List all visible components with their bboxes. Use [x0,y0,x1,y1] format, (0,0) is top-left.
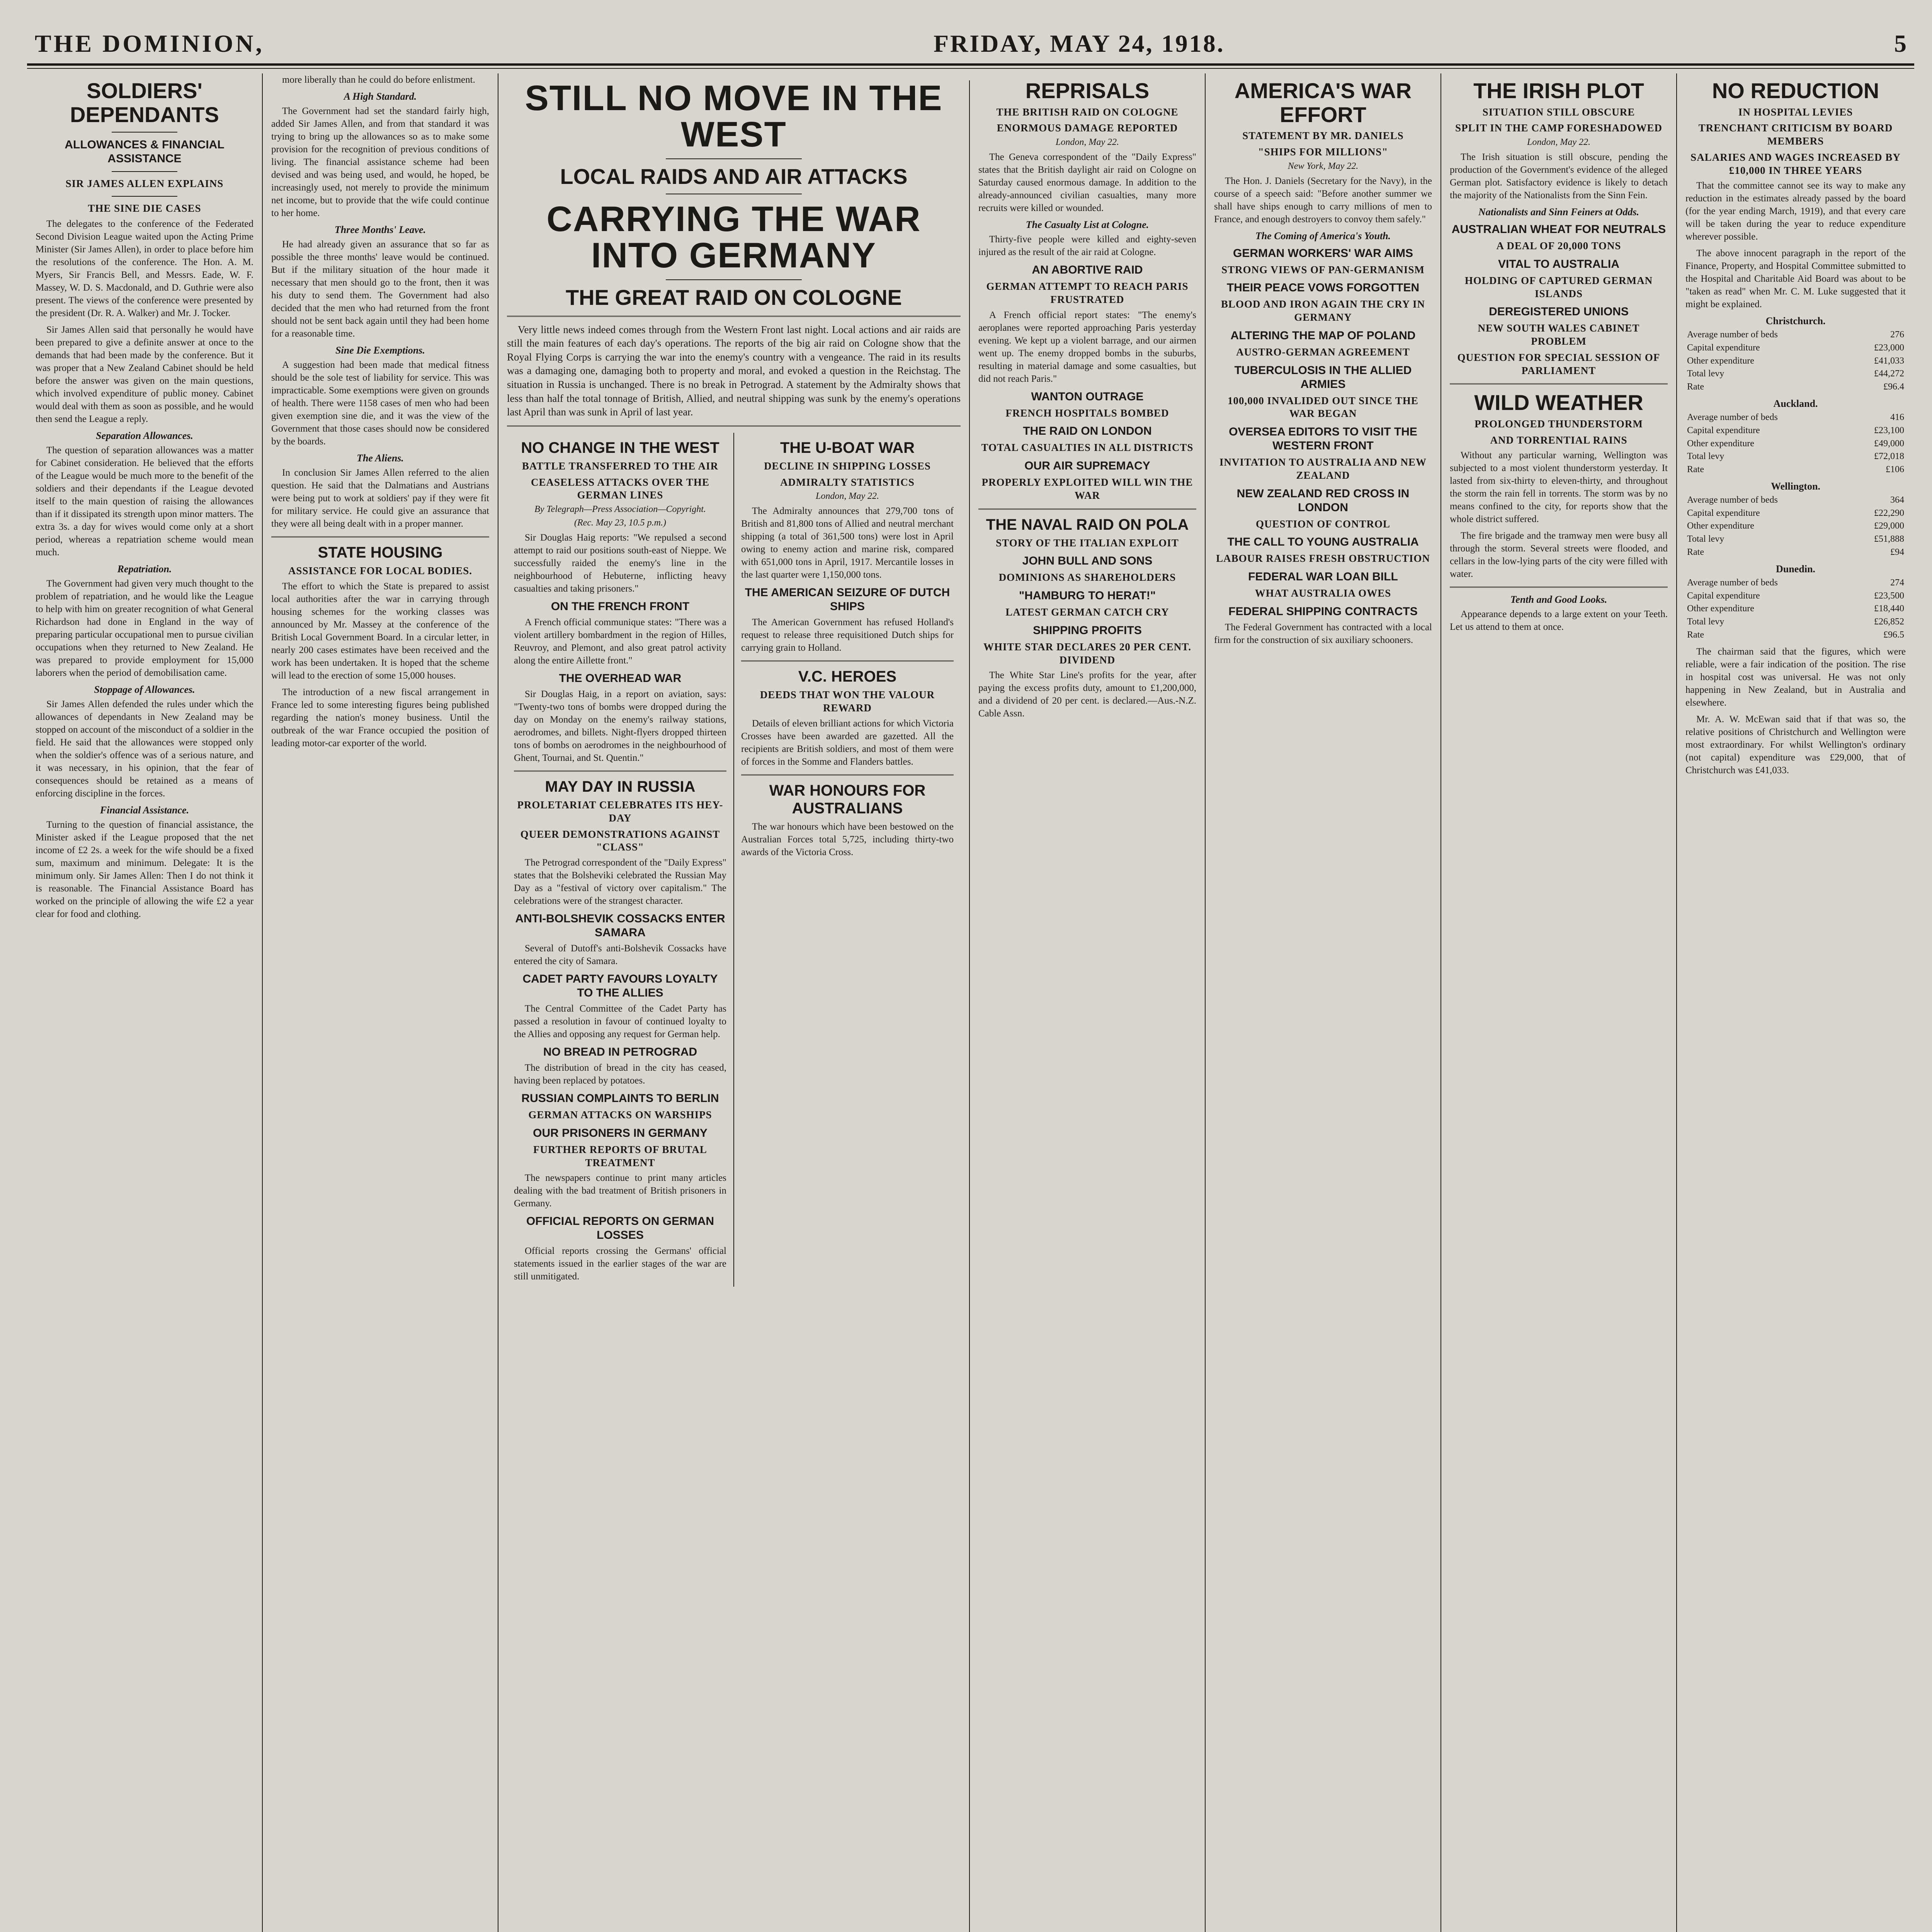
crosshead: The Aliens. [357,452,404,464]
article-paragraph: The question of separation allowances was a matter for Cabinet consideration. He believed that the efforts of the League would be much more to the benefit of the soldiers and their dependants if the League devoted itself to the main question of raising the allowances than if it dissipated its strength upon minor matters. The extra 3s. a day for wives would come only at a short period, whereas a repatriation scheme would mean much. [36,445,253,558]
column-continuation [263,73,498,1932]
headline-wanton-outrage: WANTON OUTRAGE [1031,390,1144,403]
table-row: Total levy £26,852 [1687,617,1904,627]
headline-no-reduction: NO REDUCTION [1712,78,1879,103]
table-row: Total levy £72,018 [1687,451,1904,462]
article-paragraph: Official reports crossing the Germans' official statements issued in the earlier stages of the war are still unmitigated. [514,1246,726,1282]
table-row: Capital expenditure £23,500 [1687,590,1904,601]
headline-naval-raid-pola: THE NAVAL RAID ON POLA [986,516,1189,533]
article-paragraph: The effort to which the State is prepared to assist local authorities after the war in carrying through housing schemes for the working classes was announced by Mr. Massey at the conference of the British Local Government Board. In a circular letter, in nearly 200 cases estimates have been received and the work has been undertaken. It is hoped that the scheme will lead to the erection of some 15,000 houses. [271,581,489,681]
headline-america-war-effort: AMERICA'S WAR EFFORT [1234,78,1412,127]
headline-local-raids: LOCAL RAIDS AND AIR ATTACKS [560,164,908,189]
headline-hamburg-herat: "HAMBURG TO HERAT!" [1019,589,1156,602]
subhead-labour-obstruction: LABOUR RAISES FRESH OBSTRUCTION [1216,553,1430,565]
article-paragraph: He had already given an assurance that so far as possible the three months' leave would be continued. But if the military situation of the hour made it necessary that men should go to the front, then it was his duty to send them. The Government had also decided that the men who had returned from the front should not be sent back again until they had been home for a reasonable time. [271,239,489,339]
table-row: Average number of beds 364 [1687,495,1904,505]
subhead-enormous-damage: ENORMOUS DAMAGE REPORTED [997,122,1178,134]
war-summary-intro: Very little news indeed comes through from the Western Front last night. Local actions and air raids are still the main features of each day's operations. The reports of the big air raid on Cologne show that the Royal Flying Corps is carrying the war into the enemy's country with a vengeance. The raid in its results was a damaging one, damaging both to property and moral, and evoked a question in the Reichstag. The situation in Russia is unchanged. There is no break in Petrograd. A statement by the Admiralty shows that less than half the total tonnage of British, Allied, and neutral shipping was sunk by the enemy's operations last April than was sunk in April of last year. [507,323,961,418]
table-row: Rate £106 [1687,464,1904,474]
article-paragraph: The Hon. J. Daniels (Secretary for the Navy), in the course of a speech said: "Before another summer we shall have ships enough to carry millions of men to France, and enough destroyers to convoy them safely." [1214,175,1432,224]
subhead-british-raid: THE BRITISH RAID ON COLOGNE [996,106,1179,118]
article-paragraph: A French official communique states: "There was a violent artillery bombardment in the region of Hilles, Reuvroy, and Plemont, and also great patrol activity along the entire Aillette front." [514,617,726,666]
column-irish-plot [1441,73,1677,1932]
page-number: 5 [1894,30,1906,57]
subhead-battle-air: BATTLE TRANSFERRED TO THE AIR [522,460,719,472]
advertisement-heading: Tenth and Good Looks. [1510,594,1607,605]
subhead-total-casualties: TOTAL CASUALTIES IN ALL DISTRICTS [981,442,1194,454]
masthead [27,23,1914,66]
headline-still-no-move: STILL NO MOVE IN THE WEST [525,78,943,154]
headline-our-prisoners: OUR PRISONERS IN GERMANY [533,1126,707,1139]
column-u-boat-war [734,433,961,1287]
subhead-nsw-cabinet: NEW SOUTH WALES CABINET PROBLEM [1478,322,1640,347]
subhead-thunderstorm: PROLONGED THUNDERSTORM [1475,418,1643,430]
headline-peace-vows: THEIR PEACE VOWS FORGOTTEN [1226,281,1420,294]
headline-map-poland: ALTERING THE MAP OF POLAND [1230,329,1416,342]
dateline: New York, May 22. [1287,161,1359,171]
subhead-allen-explains: SIR JAMES ALLEN EXPLAINS [65,178,224,190]
headline-no-change: NO CHANGE IN THE WEST [521,439,719,456]
subhead-warship-attacks: GERMAN ATTACKS ON WARSHIPS [528,1109,712,1121]
article-paragraph: The American Government has refused Holland's request to release three requisitioned Dutch ships for carrying grain to Holland. [741,617,954,653]
byline: By Telegraph—Press Association—Copyright. [534,504,706,515]
column-reprisals [970,73,1206,1932]
article-paragraph: A suggestion had been made that medical fitness should be the sole test of liability for service. This was impracticable. Some exemptions were given on grounds of health. There were 1158 cases of men who had been given exemption sine die, and it was the view of the Government that those cases should now be considered by the boards. [271,360,489,447]
crosshead: The Coming of America's Youth. [1255,230,1391,242]
article-paragraph: The Geneva correspondent of the "Daily Express" states that the British daylight air raid on Cologne on Saturday caused enormous damage. In addition to the already-announced civilian casualties, many more recruits were killed or wounded. [978,152,1196,214]
subhead-special-session: QUESTION FOR SPECIAL SESSION OF PARLIAMENT [1457,351,1660,376]
dateline: (Rec. May 23, 10.5 p.m.) [574,518,666,528]
subhead-dominions-shareholders: DOMINIONS AS SHAREHOLDERS [998,571,1176,583]
article-paragraph: Sir Douglas Haig reports: "We repulsed a second attempt to raid our positions south-east of Nieppe. We successfully raided the enemy's line in the neighbourhood of Hebuterne, inflicting heavy casualties and taking prisoners." [514,532,726,594]
hospital-table-wellington [1685,481,1906,559]
table-row: Other expenditure £49,000 [1687,438,1904,449]
article-paragraph: The Admiralty announces that 279,700 tons of British and 81,800 tons of Allied and neutral merchant shipping (a total of 361,500 tons) were lost in April owing to enemy action and marine risk, compared with 651,000 tons in April, 1917. Mercantile losses in the last quarter were 1,150,000 tons. [741,506,954,580]
headline-australian-wheat: AUSTRALIAN WHEAT FOR NEUTRALS [1451,223,1666,236]
headline-shipping-contracts: FEDERAL SHIPPING CONTRACTS [1228,605,1418,618]
subhead-hospital-levies: IN HOSPITAL LEVIES [1738,106,1853,118]
column-soldiers-dependants [27,73,263,1932]
subhead-torrential-rains: AND TORRENTIAL RAINS [1490,434,1628,446]
subhead-catch-cry: LATEST GERMAN CATCH CRY [1005,606,1169,618]
table-row: Capital expenditure £23,000 [1687,342,1904,353]
article-paragraph: The introduction of a new fiscal arrangement in France led to some interesting figures being published regarding the nation's money business. Until the outbreak of the war France occupied the position of leading motor-car exporter of the world. [271,687,489,748]
table-row: Other expenditure £18,440 [1687,604,1904,614]
table-title: Dunedin. [1776,563,1815,575]
subhead-mr-daniels: STATEMENT BY MR. DANIELS [1242,130,1404,142]
article-paragraph: The White Star Line's profits for the year, after paying the excess profits duty, amount to £1,200,000, and a dividend of 20 per cent. is declared.—Aus.-N.Z. Cable Assn. [978,670,1196,719]
headline-war-honours: WAR HONOURS FOR AUSTRALIANS [769,782,926,817]
article-paragraph: The Petrograd correspondent of the "Daily Express" states that the Bolsheviki celebrated the Russian May Day as a "festival of victory over capitalism." The celebrations were of the strangest character. [514,857,726,906]
war-news-block [498,73,970,1932]
hospital-table-christchurch [1685,315,1906,393]
subhead-ceaseless-attacks: CEASELESS ATTACKS OVER THE GERMAN LINES [531,476,709,501]
hospital-table-dunedin [1685,563,1906,641]
column-america-war-effort [1206,73,1441,1932]
column-no-change-west [507,433,734,1287]
subhead-allowances: ALLOWANCES & FINANCIAL ASSISTANCE [65,138,224,165]
headline-abortive-raid: AN ABORTIVE RAID [1032,264,1143,277]
subhead-blood-iron: BLOOD AND IRON AGAIN THE CRY IN GERMANY [1221,298,1425,323]
article-paragraph: Several of Dutoff's anti-Bolshevik Cossacks have entered the city of Samara. [514,943,726,967]
advertisement-text: Appearance depends to a large extent on your Teeth. Let us attend to them at once. [1450,609,1668,633]
subhead-shipping-losses: DECLINE IN SHIPPING LOSSES [764,460,931,472]
article-paragraph: Without any particular warning, Wellington was subjected to a most violent thunderstorm yesterday. It lasted from six-thirty to eleven-thirty, and throughout the storm the rain fell in torrents. The storm was by no means confined to the city, for reports show that the whole district suffered. [1450,450,1668,525]
table-row: Rate £96.5 [1687,629,1904,640]
crosshead: The Casualty List at Cologne. [1026,219,1149,231]
article-paragraph: Turning to the question of financial assistance, the Minister asked if the League proposed that the net income of £2 2s. a week for the wife should be a fixed sum, maximum and minimum. Delegate: It is the minimum only. Sir James Allen: Then I do not think it is reasonable. The Financial Assistance Board has worked on the principle of allowing the wife £2 a year clear for food and clothing. [36,819,253,919]
subhead-invalided: 100,000 INVALIDED OUT SINCE THE WAR BEGAN [1228,395,1418,420]
headline-great-raid-cologne: THE GREAT RAID ON COLOGNE [565,285,902,310]
dateline: London, May 22. [1056,137,1119,148]
headline-raid-london: THE RAID ON LONDON [1023,425,1152,438]
table-row: Total levy £51,888 [1687,534,1904,544]
table-title: Wellington. [1771,481,1820,492]
hospital-table-auckland [1685,398,1906,476]
headline-french-front: ON THE FRENCH FRONT [551,600,690,613]
subhead-invitation: INVITATION TO AUSTRALIA AND NEW ZEALAND [1219,456,1427,481]
crosshead: Financial Assistance. [100,804,189,816]
table-row: Average number of beds 274 [1687,578,1904,588]
headline-reprisals: REPRISALS [1025,78,1150,103]
article-paragraph: That the committee cannot see its way to make any reduction in the estimates already passed by the board (for the year ending March, 1919), and that every care will be taken during the year to reduce expenditure wherever possible. [1685,180,1906,242]
crosshead: Sine Die Exemptions. [335,345,425,356]
subhead-valour-reward: DEEDS THAT WON THE VALOUR REWARD [760,689,935,714]
headline-war-loan-bill: FEDERAL WAR LOAN BILL [1248,570,1398,583]
headline-dutch-ships: THE AMERICAN SEIZURE OF DUTCH SHIPS [745,586,950,613]
headline-u-boat-war: THE U-BOAT WAR [780,439,915,456]
table-row: Capital expenditure £22,290 [1687,508,1904,518]
headline-red-cross: NEW ZEALAND RED CROSS IN LONDON [1236,487,1410,514]
headline-no-bread: NO BREAD IN PETROGRAD [543,1046,697,1059]
article-paragraph: The fire brigade and the tramway men were busy all through the storm. Several streets were flooded, and cellars in the low-lying parts of the city were filled with water. [1450,531,1668,580]
crosshead: A High Standard. [344,91,417,102]
article-paragraph: In conclusion Sir James Allen referred to the alien question. He said that the Dalmatians and Austrians were being put to work at soldiers' pay if they were fit for military service. He could give an assurance that they were all being dealt with in a proper manner. [271,468,489,529]
article-paragraph: The Central Committee of the Cadet Party has passed a resolution in favour of continued loyalty to the Allies and opposing any request for German help. [514,1003,726,1040]
article-paragraph: The delegates to the conference of the Federated Second Division League waited upon the Acting Prime Minister (Sir James Allen), in order to place before him the resolutions of the conference. The Hon. A. M. Myers, Sir Francis Bell, and Messrs. Eade, W. F. Massey, W. D. S. Macdonald, and D. Guthrie were also present. The views of the conference were presented by the president (Dr. R. A. Walker) and Mr. J. Tocker. [36,218,253,318]
article-paragraph: The newspapers continue to print many articles dealing with the bad treatment of British prisoners in Germany. [514,1173,726,1209]
crosshead: Nationalists and Sinn Feiners at Odds. [1478,206,1639,218]
headline-irish-plot: THE IRISH PLOT [1473,78,1644,103]
headline-cadet-party: CADET PARTY FAVOURS LOYALTY TO THE ALLIES [522,973,718,1000]
dateline: London, May 22. [1527,137,1590,148]
subhead-wheat-deal: A DEAL OF 20,000 TONS [1496,240,1621,252]
newspaper-name: THE DOMINION, [35,30,264,57]
article-paragraph: more liberally than he could do before enlistment. [282,75,475,85]
headline-may-day-russia: MAY DAY IN RUSSIA [545,778,696,796]
table-row: Rate £94 [1687,547,1904,557]
article-paragraph: Mr. A. W. McEwan said that if that was so, the relative positions of Christchurch and Wellington were most extraordinary. For whilst Wellington's ordinary (not capital) expenditure was £29,000, that of Christchurch was £41,033. [1685,714,1906,776]
table-row: Rate £96.4 [1687,381,1904,392]
headline-air-supremacy: OUR AIR SUPREMACY [1024,459,1150,473]
headline-cossacks-samara: ANTI-BOLSHEVIK COSSACKS ENTER SAMARA [515,912,725,939]
headline-russian-complaints: RUSSIAN COMPLAINTS TO BERLIN [521,1092,719,1105]
subhead-queer-demonstrations: QUEER DEMONSTRATIONS AGAINST "CLASS" [520,828,720,853]
subhead-obscure: SITUATION STILL OBSCURE [1482,106,1635,118]
headline-soldiers-dependants: SOLDIERS' DEPENDANTS [70,78,219,127]
crosshead: Repatriation. [117,563,172,575]
headline-john-bull: JOHN BULL AND SONS [1022,554,1153,568]
headline-vital-australia: VITAL TO AUSTRALIA [1498,257,1619,270]
subhead-german-islands: HOLDING OF CAPTURED GERMAN ISLANDS [1464,274,1653,299]
headline-carrying-war: CARRYING THE WAR INTO GERMANY [546,199,921,276]
headline-state-housing: STATE HOUSING [318,544,443,561]
table-row: Average number of beds 276 [1687,330,1904,340]
subhead-control: QUESTION OF CONTROL [1255,518,1391,530]
article-paragraph: A French official report states: "The enemy's aeroplanes were reported approaching Paris yesterday evening. We kept up a violent barrage, and our airmen went up. The enemy dropped bombs in the suburbs, resulting in material damage and some casualties, but did not reach Paris." [978,310,1196,384]
masthead-rule [27,68,1914,69]
article-paragraph: Sir James Allen said that personally he would have been prepared to give a definite answer at once to the demands that had been made by the conference. But it was proper that a New Zealand Cabinet should be held before the answer was given on the main questions, which involved expenditure of public money. Cabinet would deal with them as soon as possible, and he would then send the League a reply. [36,324,253,424]
article-paragraph: Sir James Allen defended the rules under which the allowances of dependants in New Zealand may be stopped on account of the misconduct of a soldier in the field. He said that the allowances were stopped only when the soldier's offence was of a serious nature, and it was necessary, in his opinion, that the fear of consequences should be retained as a means of enforcing discipline in the forces. [36,699,253,799]
headline-oversea-editors: OVERSEA EDITORS TO VISIT THE WESTERN FRONT [1229,425,1417,452]
article-paragraph: The chairman said that the figures, which were reliable, were a fair indication of the position. The rise in hospital cost was universal. He was not only happening in New Zealand, but in Australia and elsewhere. [1685,646,1906,708]
dateline: London, May 22. [816,491,879,502]
headline-young-australia: THE CALL TO YOUNG AUSTRALIA [1227,536,1419,549]
headline-overhead-war: THE OVERHEAD WAR [559,672,682,685]
page-columns [27,73,1914,1932]
subhead-local-bodies: ASSISTANCE FOR LOCAL BODIES. [288,565,473,577]
table-title: Christchurch. [1765,315,1826,327]
subhead-brutal-treatment: FURTHER REPORTS OF BRUTAL TREATMENT [533,1143,707,1168]
subhead-proletariat: PROLETARIAT CELEBRATES ITS HEY-DAY [517,799,723,824]
issue-date: FRIDAY, MAY 24, 1918. [933,30,1225,57]
article-paragraph: The Government had given very much thought to the problem of repatriation, and he would like the League to help with him on greater recognition of what General Richardson had done in England in the way of preparing particular occupational men to pursue civilian occupations when they returned to New Zealand. He was prepared to provide employment for 15,000 laborers when the period of demobilisation came. [36,578,253,678]
table-row: Other expenditure £29,000 [1687,521,1904,531]
column-no-reduction [1677,73,1914,1932]
crosshead: Stoppage of Allowances. [94,684,195,695]
subhead-salaries-increased: SALARIES AND WAGES INCREASED BY £10,000 IN THREE YEARS [1690,151,1901,176]
subhead-australia-owes: WHAT AUSTRALIA OWES [1255,587,1391,599]
article-paragraph: The Government had set the standard fairly high, added Sir James Allen, and from that standard it was trying to bring up the allowances so as to make some provision for the recognition of previous conditions of living. The financial assistance scheme had been devised and was being used, and would, he hoped, be increasingly used, not merely to provide the minimum net income, but to provide that the wife could continue to her home. [271,106,489,218]
subhead-trenchant-criticism: TRENCHANT CRITICISM BY BOARD MEMBERS [1698,122,1893,147]
article-paragraph: The above innocent paragraph in the report of the Finance, Property, and Hospital Committee submitted to the Hospital and Charitable Aid Board was about to be "taken as read" when Mr. C. M. Luke suggested that it might be explained. [1685,248,1906,310]
subhead-admiralty-statistics: ADMIRALTY STATISTICS [780,476,915,488]
article-paragraph: The Irish situation is still obscure, pending the production of the Government's evidence of the alleged German plot. Satisfactory evidence is likely to detach the majority of the Nationalists from the Sinn Fein. [1450,152,1668,201]
subhead-win-war: PROPERLY EXPLOITED WILL WIN THE WAR [981,476,1193,501]
subhead-sine-die: THE SINE DIE CASES [88,202,201,214]
subhead-austro-german: AUSTRO-GERMAN AGREEMENT [1236,346,1410,358]
subhead-white-star: WHITE STAR DECLARES 20 PER CENT. DIVIDEND [983,641,1192,666]
article-paragraph: The distribution of bread in the city has ceased, having been replaced by potatoes. [514,1063,726,1086]
subhead-ships-millions: "SHIPS FOR MILLIONS" [1258,146,1388,158]
table-row: Capital expenditure £23,100 [1687,425,1904,435]
article-paragraph: The Federal Government has contracted with a local firm for the construction of six auxiliary schooners. [1214,622,1432,645]
article-paragraph: Details of eleven brilliant actions for which Victoria Crosses have been awarded are gazetted. All the recipients are British soldiers, and most of them were of forces in the Somme and Flanders battles. [741,718,954,767]
headline-vc-heroes: V.C. HEROES [798,668,897,685]
crosshead: Three Months' Leave. [334,224,426,235]
subhead-split-camp: SPLIT IN THE CAMP FORESHADOWED [1455,122,1663,134]
table-row: Average number of beds 416 [1687,412,1904,423]
article-paragraph: Sir Douglas Haig, in a report on aviation, says: "Twenty-two tons of bombs were dropped during the day on Monday on the enemy's railway stations, aerodromes, and billets. Night-flyers dropped thirteen tons of bombs on aerodromes in the neighbourhood of Ghent, Tournai, and St. Quentin." [514,689,726,764]
headline-deregistered-unions: DEREGISTERED UNIONS [1489,305,1629,318]
table-row: Other expenditure £41,033 [1687,355,1904,366]
article-paragraph: The war honours which have been bestowed on the Australian Forces total 5,725, including thirty-two awards of the Victoria Cross. [741,821,954,857]
subhead-pan-germanism: STRONG VIEWS OF PAN-GERMANISM [1221,264,1425,276]
table-title: Auckland. [1773,398,1818,410]
article-paragraph: Thirty-five people were killed and eighty-seven injured as the result of the air raid at Cologne. [978,234,1196,258]
headline-wild-weather: WILD WEATHER [1474,390,1643,415]
headline-tuberculosis: TUBERCULOSIS IN THE ALLIED ARMIES [1234,364,1412,391]
headline-german-workers: GERMAN WORKERS' WAR AIMS [1233,247,1413,260]
headline-official-reports: OFFICIAL REPORTS ON GERMAN LOSSES [526,1215,714,1242]
subhead-italian-exploit: STORY OF THE ITALIAN EXPLOIT [996,537,1179,549]
crosshead: Separation Allowances. [96,430,193,441]
subhead-hospitals-bombed: FRENCH HOSPITALS BOMBED [1005,407,1169,419]
subhead-paris-frustrated: GERMAN ATTEMPT TO REACH PARIS FRUSTRATED [986,281,1189,305]
table-row: Total levy £44,272 [1687,369,1904,379]
headline-shipping-profits: SHIPPING PROFITS [1033,624,1142,637]
